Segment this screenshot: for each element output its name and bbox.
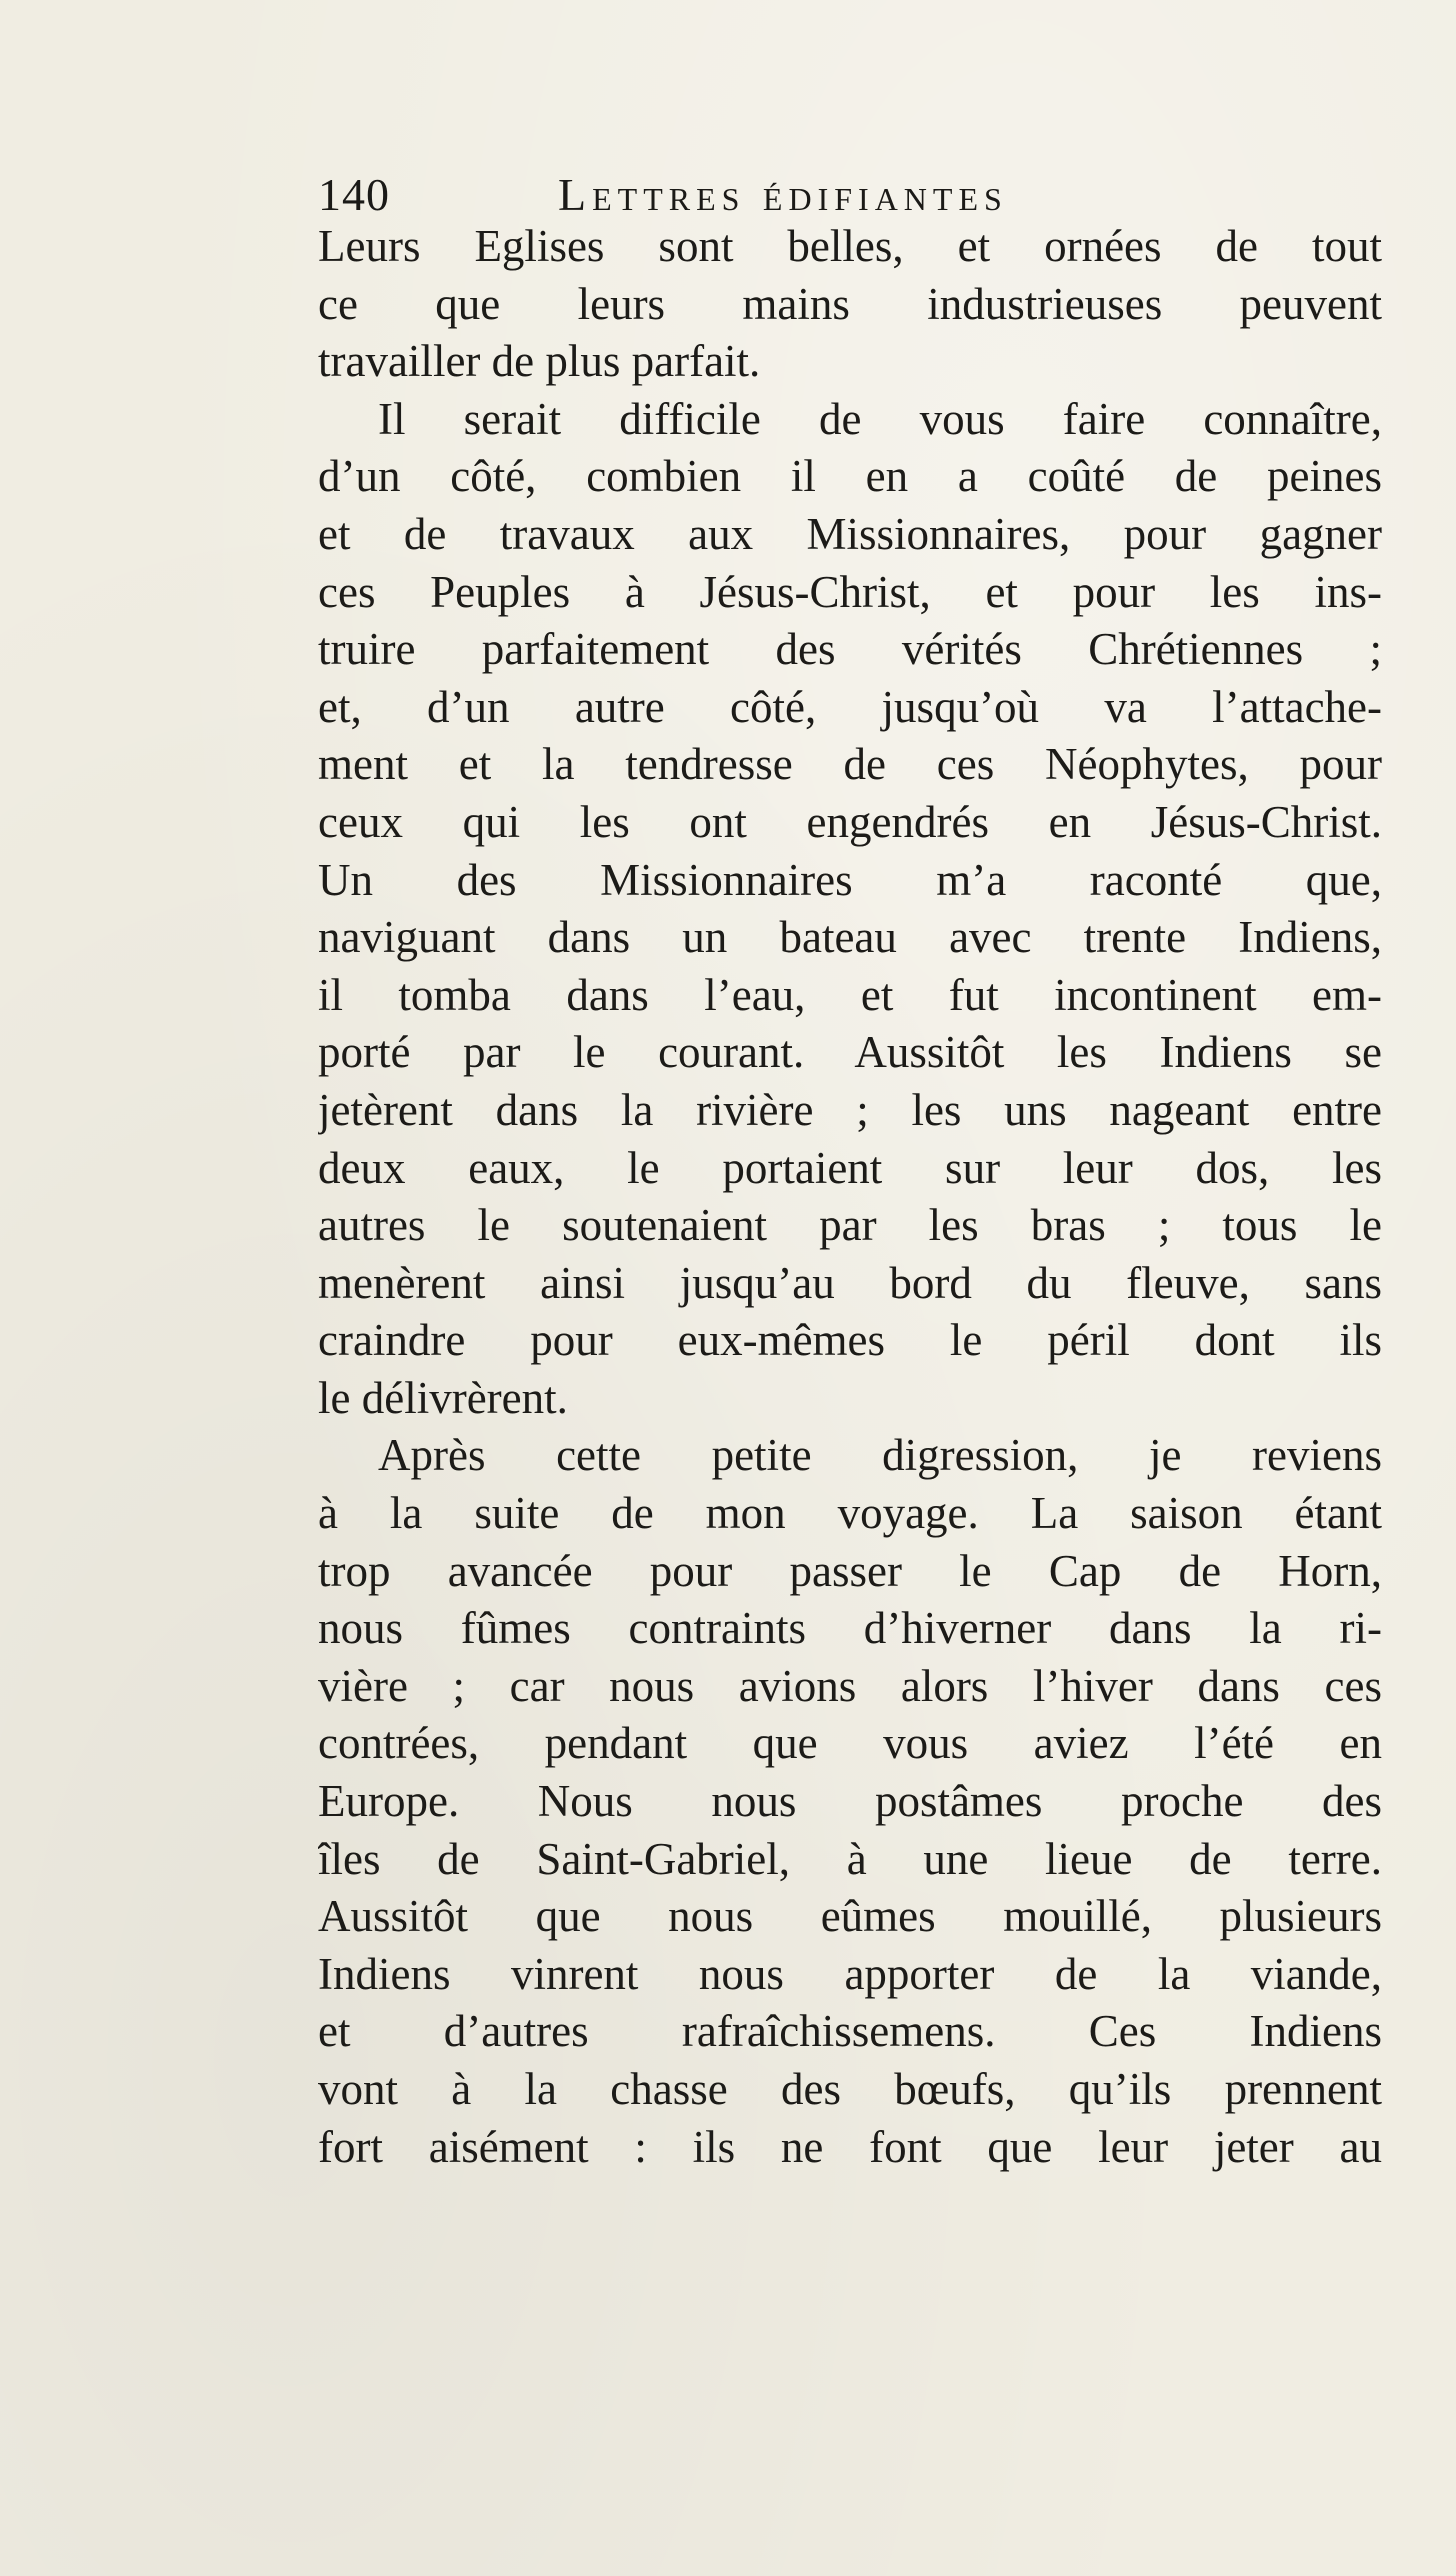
text-line: jetèrent dans la rivière ; les uns nageant entre — [318, 1084, 1382, 1135]
text-line: ces Peuples à Jésus-Christ, et pour les ins- — [318, 566, 1382, 617]
text-line: truire parfaitement des vérités Chrétiennes ; — [318, 624, 1382, 675]
running-title: Lettres édifiantes — [558, 169, 1008, 220]
text-line: vont à la chasse des bœufs, qu’ils prennent — [318, 2064, 1382, 2114]
running-head — [318, 168, 1318, 218]
text-line: et de travaux aux Missionnaires, pour gagner — [318, 508, 1382, 559]
text-line: vière ; car nous avions alors l’hiver dans ces — [318, 1660, 1382, 1711]
text-line: contrées, pendant que vous aviez l’été en — [318, 1718, 1382, 1769]
text-line: ceux qui les ont engendrés en Jésus-Christ. — [318, 796, 1382, 847]
text-line: Il serait difficile de vous faire connaître, — [378, 393, 1382, 444]
text-line: Après cette petite digression, je reviens — [378, 1430, 1382, 1481]
text-line: autres le soutenaient par les bras ; tous le — [318, 1200, 1382, 1251]
text-line: Leurs Eglises sont belles, et ornées de tout — [318, 221, 1382, 271]
text-line: Indiens vinrent nous apporter de la viande, — [318, 1948, 1382, 1999]
text-line: ment et la tendresse de ces Néophytes, pour — [318, 739, 1382, 790]
text-line: Un des Missionnaires m’a raconté que, — [318, 854, 1382, 905]
text-line: trop avancée pour passer le Cap de Horn, — [318, 1545, 1382, 1596]
text-line: Europe. Nous nous postâmes proche des — [318, 1776, 1382, 1827]
body-text — [318, 218, 1382, 2176]
page-number: 140 — [318, 169, 390, 220]
text-line: craindre pour eux-mêmes le péril dont ils — [318, 1315, 1382, 1366]
text-line: nous fûmes contraints d’hiverner dans la ri- — [318, 1603, 1382, 1654]
text-line: il tomba dans l’eau, et fut incontinent em- — [318, 969, 1382, 1020]
text-line: d’un côté, combien il en a coûté de peines — [318, 451, 1382, 502]
text-line: à la suite de mon voyage. La saison étant — [318, 1488, 1382, 1539]
text-line: le délivrèrent. — [318, 1372, 568, 1423]
text-line: ce que leurs mains industrieuses peuvent — [318, 278, 1382, 329]
text-line: travailler de plus parfait. — [318, 336, 761, 387]
text-line: îles de Saint-Gabriel, à une lieue de terre. — [318, 1833, 1382, 1884]
text-line: et d’autres rafraîchissemens. Ces Indiens — [318, 2006, 1382, 2057]
text-line: porté par le courant. Aussitôt les Indiens se — [318, 1027, 1382, 1078]
text-line: fort aisément : ils ne font que leur jeter au — [318, 2121, 1382, 2172]
text-line: et, d’un autre côté, jusqu’où va l’attache- — [318, 681, 1382, 732]
text-line: deux eaux, le portaient sur leur dos, les — [318, 1142, 1382, 1193]
text-line: menèrent ainsi jusqu’au bord du fleuve, sans — [318, 1257, 1382, 1308]
text-line: naviguant dans un bateau avec trente Indiens, — [318, 912, 1382, 963]
text-line: Aussitôt que nous eûmes mouillé, plusieurs — [318, 1891, 1382, 1942]
